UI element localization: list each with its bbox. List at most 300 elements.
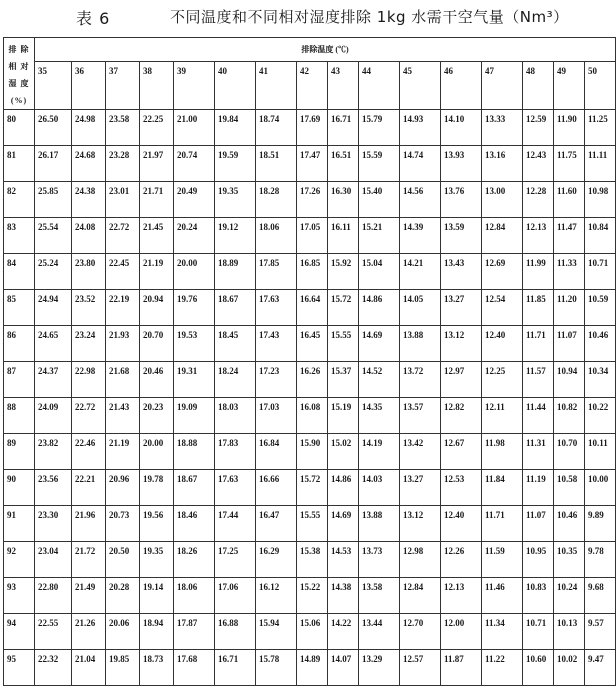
value-cell: 12.13 bbox=[523, 218, 554, 254]
value-cell: 11.07 bbox=[523, 506, 554, 542]
value-cell: 20.23 bbox=[140, 398, 174, 434]
value-cell: 19.56 bbox=[140, 506, 174, 542]
value-cell: 17.47 bbox=[297, 146, 328, 182]
value-cell: 14.69 bbox=[359, 326, 400, 362]
value-cell: 19.76 bbox=[174, 290, 215, 326]
value-cell: 11.46 bbox=[482, 578, 523, 614]
value-cell: 14.21 bbox=[400, 254, 441, 290]
value-cell: 17.43 bbox=[256, 326, 297, 362]
value-cell: 14.86 bbox=[359, 290, 400, 326]
value-cell: 18.74 bbox=[256, 110, 297, 146]
humidity-cell: 95 bbox=[4, 650, 35, 686]
value-cell: 25.54 bbox=[35, 218, 72, 254]
value-cell: 10.82 bbox=[554, 398, 585, 434]
value-cell: 12.53 bbox=[441, 470, 482, 506]
value-cell: 13.00 bbox=[482, 182, 523, 218]
value-cell: 16.71 bbox=[215, 650, 256, 686]
humidity-cell: 86 bbox=[4, 326, 35, 362]
value-cell: 14.39 bbox=[400, 218, 441, 254]
value-cell: 14.69 bbox=[328, 506, 359, 542]
value-cell: 21.45 bbox=[140, 218, 174, 254]
value-cell: 15.79 bbox=[359, 110, 400, 146]
value-cell: 22.32 bbox=[35, 650, 72, 686]
value-cell: 17.85 bbox=[256, 254, 297, 290]
value-cell: 16.88 bbox=[215, 614, 256, 650]
table-row bbox=[4, 290, 616, 326]
value-cell: 16.45 bbox=[297, 326, 328, 362]
value-cell: 21.96 bbox=[72, 506, 106, 542]
value-cell: 13.57 bbox=[400, 398, 441, 434]
value-cell: 16.26 bbox=[297, 362, 328, 398]
value-cell: 14.56 bbox=[400, 182, 441, 218]
value-cell: 11.20 bbox=[554, 290, 585, 326]
value-cell: 18.51 bbox=[256, 146, 297, 182]
humidity-cell: 85 bbox=[4, 290, 35, 326]
value-cell: 21.72 bbox=[72, 542, 106, 578]
value-cell: 23.28 bbox=[106, 146, 140, 182]
value-cell: 9.78 bbox=[585, 542, 616, 578]
value-cell: 17.44 bbox=[215, 506, 256, 542]
value-cell: 18.94 bbox=[140, 614, 174, 650]
value-cell: 12.70 bbox=[400, 614, 441, 650]
value-cell: 13.73 bbox=[359, 542, 400, 578]
value-cell: 22.46 bbox=[72, 434, 106, 470]
value-cell: 13.29 bbox=[359, 650, 400, 686]
value-cell: 15.40 bbox=[359, 182, 400, 218]
value-cell: 13.12 bbox=[400, 506, 441, 542]
value-cell: 14.74 bbox=[400, 146, 441, 182]
temperature-header-cell: 38 bbox=[140, 62, 174, 110]
value-cell: 15.55 bbox=[297, 506, 328, 542]
value-cell: 12.59 bbox=[523, 110, 554, 146]
value-cell: 23.24 bbox=[72, 326, 106, 362]
value-cell: 12.67 bbox=[441, 434, 482, 470]
value-cell: 14.93 bbox=[400, 110, 441, 146]
humidity-cell: 90 bbox=[4, 470, 35, 506]
value-cell: 23.04 bbox=[35, 542, 72, 578]
value-cell: 13.27 bbox=[400, 470, 441, 506]
value-cell: 13.12 bbox=[441, 326, 482, 362]
table-row bbox=[4, 434, 616, 470]
table-row bbox=[4, 614, 616, 650]
value-cell: 10.98 bbox=[585, 182, 616, 218]
value-cell: 10.71 bbox=[585, 254, 616, 290]
value-cell: 12.54 bbox=[482, 290, 523, 326]
value-cell: 18.89 bbox=[215, 254, 256, 290]
value-cell: 10.02 bbox=[554, 650, 585, 686]
value-cell: 14.07 bbox=[328, 650, 359, 686]
value-cell: 11.99 bbox=[523, 254, 554, 290]
humidity-cell: 80 bbox=[4, 110, 35, 146]
value-cell: 9.68 bbox=[585, 578, 616, 614]
value-cell: 15.02 bbox=[328, 434, 359, 470]
value-cell: 22.98 bbox=[72, 362, 106, 398]
value-cell: 14.19 bbox=[359, 434, 400, 470]
value-cell: 21.93 bbox=[106, 326, 140, 362]
table-row bbox=[4, 470, 616, 506]
value-cell: 11.87 bbox=[441, 650, 482, 686]
humidity-cell: 83 bbox=[4, 218, 35, 254]
value-cell: 16.84 bbox=[256, 434, 297, 470]
value-cell: 16.47 bbox=[256, 506, 297, 542]
table-title: 不同温度和不同相对湿度排除 1kg 水需干空气量（Nm³） bbox=[170, 8, 569, 26]
value-cell: 17.03 bbox=[256, 398, 297, 434]
temperature-header-cell: 36 bbox=[72, 62, 106, 110]
value-cell: 12.40 bbox=[482, 326, 523, 362]
value-cell: 11.71 bbox=[523, 326, 554, 362]
value-cell: 11.57 bbox=[523, 362, 554, 398]
value-cell: 11.84 bbox=[482, 470, 523, 506]
table-row bbox=[4, 650, 616, 686]
value-cell: 19.12 bbox=[215, 218, 256, 254]
value-cell: 23.01 bbox=[106, 182, 140, 218]
value-cell: 14.22 bbox=[328, 614, 359, 650]
value-cell: 24.98 bbox=[72, 110, 106, 146]
humidity-cell: 87 bbox=[4, 362, 35, 398]
value-cell: 10.83 bbox=[523, 578, 554, 614]
value-cell: 10.35 bbox=[554, 542, 585, 578]
value-cell: 17.63 bbox=[215, 470, 256, 506]
value-cell: 21.04 bbox=[72, 650, 106, 686]
row-header-label: 排 除 相 对 湿 度 (%) bbox=[4, 38, 35, 110]
value-cell: 16.85 bbox=[297, 254, 328, 290]
value-cell: 10.94 bbox=[554, 362, 585, 398]
value-cell: 20.50 bbox=[106, 542, 140, 578]
value-cell: 23.82 bbox=[35, 434, 72, 470]
value-cell: 17.05 bbox=[297, 218, 328, 254]
value-cell: 12.84 bbox=[400, 578, 441, 614]
value-cell: 22.21 bbox=[72, 470, 106, 506]
value-cell: 15.72 bbox=[297, 470, 328, 506]
table-row bbox=[4, 398, 616, 434]
temperature-header-cell: 41 bbox=[256, 62, 297, 110]
value-cell: 15.21 bbox=[359, 218, 400, 254]
value-cell: 18.67 bbox=[215, 290, 256, 326]
humidity-cell: 82 bbox=[4, 182, 35, 218]
value-cell: 12.28 bbox=[523, 182, 554, 218]
value-cell: 18.26 bbox=[174, 542, 215, 578]
value-cell: 10.11 bbox=[585, 434, 616, 470]
value-cell: 17.68 bbox=[174, 650, 215, 686]
value-cell: 18.46 bbox=[174, 506, 215, 542]
value-cell: 20.74 bbox=[174, 146, 215, 182]
table-row bbox=[4, 578, 616, 614]
value-cell: 12.82 bbox=[441, 398, 482, 434]
value-cell: 14.03 bbox=[359, 470, 400, 506]
temperature-header-cell: 40 bbox=[215, 62, 256, 110]
humidity-cell: 93 bbox=[4, 578, 35, 614]
value-cell: 20.73 bbox=[106, 506, 140, 542]
value-cell: 18.24 bbox=[215, 362, 256, 398]
value-cell: 10.24 bbox=[554, 578, 585, 614]
value-cell: 23.30 bbox=[35, 506, 72, 542]
value-cell: 24.68 bbox=[72, 146, 106, 182]
table-row bbox=[4, 506, 616, 542]
air-requirement-table bbox=[3, 37, 616, 686]
value-cell: 22.80 bbox=[35, 578, 72, 614]
table-number: 表 6 bbox=[76, 9, 111, 28]
value-cell: 17.63 bbox=[256, 290, 297, 326]
value-cell: 18.45 bbox=[215, 326, 256, 362]
value-cell: 20.94 bbox=[140, 290, 174, 326]
value-cell: 10.46 bbox=[585, 326, 616, 362]
value-cell: 20.70 bbox=[140, 326, 174, 362]
value-cell: 12.13 bbox=[441, 578, 482, 614]
value-cell: 15.55 bbox=[328, 326, 359, 362]
value-cell: 22.72 bbox=[106, 218, 140, 254]
value-cell: 11.90 bbox=[554, 110, 585, 146]
temperature-header-cell: 44 bbox=[359, 62, 400, 110]
value-cell: 14.52 bbox=[359, 362, 400, 398]
value-cell: 14.89 bbox=[297, 650, 328, 686]
humidity-cell: 94 bbox=[4, 614, 35, 650]
value-cell: 24.38 bbox=[72, 182, 106, 218]
value-cell: 25.24 bbox=[35, 254, 72, 290]
value-cell: 20.46 bbox=[140, 362, 174, 398]
value-cell: 13.72 bbox=[400, 362, 441, 398]
value-cell: 18.88 bbox=[174, 434, 215, 470]
value-cell: 22.72 bbox=[72, 398, 106, 434]
value-cell: 16.08 bbox=[297, 398, 328, 434]
value-cell: 17.69 bbox=[297, 110, 328, 146]
table-row bbox=[4, 254, 616, 290]
value-cell: 20.24 bbox=[174, 218, 215, 254]
value-cell: 17.25 bbox=[215, 542, 256, 578]
value-cell: 21.43 bbox=[106, 398, 140, 434]
value-cell: 11.44 bbox=[523, 398, 554, 434]
value-cell: 14.38 bbox=[328, 578, 359, 614]
value-cell: 9.47 bbox=[585, 650, 616, 686]
value-cell: 19.78 bbox=[140, 470, 174, 506]
value-cell: 12.57 bbox=[400, 650, 441, 686]
value-cell: 22.45 bbox=[106, 254, 140, 290]
value-cell: 13.88 bbox=[400, 326, 441, 362]
value-cell: 13.59 bbox=[441, 218, 482, 254]
temperature-header-cell: 37 bbox=[106, 62, 140, 110]
value-cell: 15.90 bbox=[297, 434, 328, 470]
value-cell: 13.44 bbox=[359, 614, 400, 650]
temperature-header-cell: 43 bbox=[328, 62, 359, 110]
value-cell: 11.75 bbox=[554, 146, 585, 182]
value-cell: 16.51 bbox=[328, 146, 359, 182]
value-cell: 20.28 bbox=[106, 578, 140, 614]
value-cell: 13.88 bbox=[359, 506, 400, 542]
humidity-cell: 81 bbox=[4, 146, 35, 182]
value-cell: 15.94 bbox=[256, 614, 297, 650]
value-cell: 22.19 bbox=[106, 290, 140, 326]
value-cell: 18.03 bbox=[215, 398, 256, 434]
value-cell: 11.47 bbox=[554, 218, 585, 254]
temperature-header-cell: 48 bbox=[523, 62, 554, 110]
value-cell: 16.66 bbox=[256, 470, 297, 506]
value-cell: 21.00 bbox=[174, 110, 215, 146]
value-cell: 10.13 bbox=[554, 614, 585, 650]
table-row bbox=[4, 218, 616, 254]
table-row bbox=[4, 110, 616, 146]
value-cell: 11.31 bbox=[523, 434, 554, 470]
value-cell: 26.17 bbox=[35, 146, 72, 182]
value-cell: 10.58 bbox=[554, 470, 585, 506]
value-cell: 24.37 bbox=[35, 362, 72, 398]
value-cell: 14.10 bbox=[441, 110, 482, 146]
humidity-cell: 88 bbox=[4, 398, 35, 434]
value-cell: 15.04 bbox=[359, 254, 400, 290]
value-cell: 21.97 bbox=[140, 146, 174, 182]
value-cell: 10.95 bbox=[523, 542, 554, 578]
temperature-header-cell: 50 bbox=[585, 62, 616, 110]
value-cell: 12.11 bbox=[482, 398, 523, 434]
table-row bbox=[4, 542, 616, 578]
value-cell: 12.97 bbox=[441, 362, 482, 398]
value-cell: 11.85 bbox=[523, 290, 554, 326]
value-cell: 21.71 bbox=[140, 182, 174, 218]
value-cell: 10.59 bbox=[585, 290, 616, 326]
value-cell: 13.16 bbox=[482, 146, 523, 182]
temperature-header-cell: 45 bbox=[400, 62, 441, 110]
value-cell: 18.28 bbox=[256, 182, 297, 218]
value-cell: 24.94 bbox=[35, 290, 72, 326]
value-cell: 11.98 bbox=[482, 434, 523, 470]
value-cell: 18.06 bbox=[256, 218, 297, 254]
value-cell: 15.22 bbox=[297, 578, 328, 614]
temperature-header-cell: 49 bbox=[554, 62, 585, 110]
value-cell: 11.07 bbox=[554, 326, 585, 362]
value-cell: 12.25 bbox=[482, 362, 523, 398]
value-cell: 16.12 bbox=[256, 578, 297, 614]
value-cell: 14.86 bbox=[328, 470, 359, 506]
value-cell: 11.34 bbox=[482, 614, 523, 650]
value-cell: 12.43 bbox=[523, 146, 554, 182]
temperature-header-row bbox=[4, 62, 616, 110]
value-cell: 23.52 bbox=[72, 290, 106, 326]
value-cell: 18.67 bbox=[174, 470, 215, 506]
value-cell: 21.19 bbox=[106, 434, 140, 470]
value-cell: 17.23 bbox=[256, 362, 297, 398]
value-cell: 15.37 bbox=[328, 362, 359, 398]
value-cell: 9.57 bbox=[585, 614, 616, 650]
value-cell: 12.69 bbox=[482, 254, 523, 290]
value-cell: 13.33 bbox=[482, 110, 523, 146]
value-cell: 10.70 bbox=[554, 434, 585, 470]
value-cell: 15.92 bbox=[328, 254, 359, 290]
value-cell: 19.84 bbox=[215, 110, 256, 146]
value-cell: 11.11 bbox=[585, 146, 616, 182]
value-cell: 19.14 bbox=[140, 578, 174, 614]
value-cell: 24.08 bbox=[72, 218, 106, 254]
value-cell: 19.31 bbox=[174, 362, 215, 398]
value-cell: 10.60 bbox=[523, 650, 554, 686]
temperature-header-cell: 35 bbox=[35, 62, 72, 110]
value-cell: 19.53 bbox=[174, 326, 215, 362]
temperature-header-cell: 47 bbox=[482, 62, 523, 110]
value-cell: 17.06 bbox=[215, 578, 256, 614]
value-cell: 19.09 bbox=[174, 398, 215, 434]
value-cell: 19.85 bbox=[106, 650, 140, 686]
value-cell: 12.26 bbox=[441, 542, 482, 578]
value-cell: 19.35 bbox=[215, 182, 256, 218]
table-caption bbox=[0, 0, 600, 32]
value-cell: 15.72 bbox=[328, 290, 359, 326]
value-cell: 18.73 bbox=[140, 650, 174, 686]
value-cell: 20.06 bbox=[106, 614, 140, 650]
value-cell: 20.96 bbox=[106, 470, 140, 506]
value-cell: 11.19 bbox=[523, 470, 554, 506]
value-cell: 16.30 bbox=[328, 182, 359, 218]
table-body bbox=[4, 110, 616, 686]
value-cell: 12.98 bbox=[400, 542, 441, 578]
temperature-header-cell: 46 bbox=[441, 62, 482, 110]
value-cell: 11.25 bbox=[585, 110, 616, 146]
value-cell: 12.84 bbox=[482, 218, 523, 254]
value-cell: 10.34 bbox=[585, 362, 616, 398]
value-cell: 21.26 bbox=[72, 614, 106, 650]
value-cell: 24.09 bbox=[35, 398, 72, 434]
value-cell: 25.85 bbox=[35, 182, 72, 218]
value-cell: 9.89 bbox=[585, 506, 616, 542]
value-cell: 24.65 bbox=[35, 326, 72, 362]
value-cell: 16.71 bbox=[328, 110, 359, 146]
value-cell: 21.49 bbox=[72, 578, 106, 614]
value-cell: 10.84 bbox=[585, 218, 616, 254]
value-cell: 22.55 bbox=[35, 614, 72, 650]
humidity-cell: 89 bbox=[4, 434, 35, 470]
humidity-cell: 91 bbox=[4, 506, 35, 542]
temperature-header-cell: 39 bbox=[174, 62, 215, 110]
value-cell: 16.64 bbox=[297, 290, 328, 326]
value-cell: 20.00 bbox=[140, 434, 174, 470]
value-cell: 10.46 bbox=[554, 506, 585, 542]
value-cell: 16.29 bbox=[256, 542, 297, 578]
value-cell: 20.00 bbox=[174, 254, 215, 290]
temperature-header-cell: 42 bbox=[297, 62, 328, 110]
value-cell: 13.58 bbox=[359, 578, 400, 614]
value-cell: 11.59 bbox=[482, 542, 523, 578]
value-cell: 11.60 bbox=[554, 182, 585, 218]
value-cell: 20.49 bbox=[174, 182, 215, 218]
value-cell: 13.42 bbox=[400, 434, 441, 470]
value-cell: 13.76 bbox=[441, 182, 482, 218]
value-cell: 23.56 bbox=[35, 470, 72, 506]
value-cell: 10.22 bbox=[585, 398, 616, 434]
value-cell: 21.68 bbox=[106, 362, 140, 398]
value-cell: 11.22 bbox=[482, 650, 523, 686]
table-row bbox=[4, 362, 616, 398]
value-cell: 17.87 bbox=[174, 614, 215, 650]
table-row bbox=[4, 146, 616, 182]
value-cell: 19.59 bbox=[215, 146, 256, 182]
value-cell: 16.11 bbox=[328, 218, 359, 254]
value-cell: 21.19 bbox=[140, 254, 174, 290]
table-row bbox=[4, 326, 616, 362]
value-cell: 19.35 bbox=[140, 542, 174, 578]
value-cell: 12.40 bbox=[441, 506, 482, 542]
value-cell: 14.35 bbox=[359, 398, 400, 434]
value-cell: 18.06 bbox=[174, 578, 215, 614]
humidity-cell: 84 bbox=[4, 254, 35, 290]
value-cell: 17.26 bbox=[297, 182, 328, 218]
value-cell: 14.05 bbox=[400, 290, 441, 326]
value-cell: 26.50 bbox=[35, 110, 72, 146]
value-cell: 13.43 bbox=[441, 254, 482, 290]
value-cell: 10.71 bbox=[523, 614, 554, 650]
column-group-label: 排除温度 (℃) bbox=[35, 38, 616, 62]
value-cell: 11.71 bbox=[482, 506, 523, 542]
value-cell: 13.93 bbox=[441, 146, 482, 182]
value-cell: 15.19 bbox=[328, 398, 359, 434]
value-cell: 23.58 bbox=[106, 110, 140, 146]
table-row bbox=[4, 182, 616, 218]
humidity-cell: 92 bbox=[4, 542, 35, 578]
